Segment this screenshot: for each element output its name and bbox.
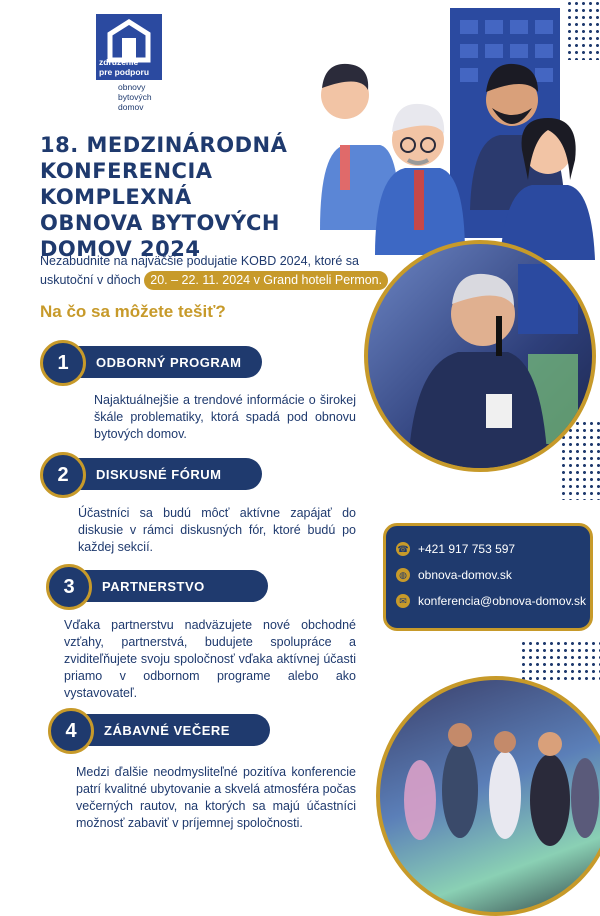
logo-sub-line-3: domov xyxy=(118,102,144,112)
logo-sub-line-1: obnovy xyxy=(118,82,146,92)
title-line-3: OBNOVA BYTOVÝCH xyxy=(40,211,280,235)
item-3-description: Vďaka partnerstvu nadväzujete nové obchodné vzťahy, partnerstvá, budujete spolupráce a zviditeľňujete svoju spoločnosť vďaka aktívnej účasti priamo v odbornom programe alebo ako vystavovateľ. xyxy=(64,618,356,700)
item-4-title: ZÁBAVNÉ VEČERE xyxy=(104,722,230,738)
intro-line-2: uskutoční v dňoch xyxy=(40,273,141,287)
item-3-title: PARTNERSTVO xyxy=(102,578,205,594)
title-line-2: KONFERENCIA KOMPLEXNÁ xyxy=(40,159,213,209)
speaker-photo xyxy=(364,240,596,472)
event-dates-badge: 20. – 22. 11. 2024 v Grand hoteli Permon. xyxy=(144,271,388,290)
party-photo xyxy=(376,676,600,916)
globe-icon: ◍ xyxy=(396,568,410,582)
item-1-number-badge xyxy=(40,340,86,386)
logo-tag-line-1: združenie xyxy=(99,57,139,67)
item-4-number: 4 xyxy=(65,719,77,742)
item-3-number: 3 xyxy=(63,575,75,598)
item-2-number-badge xyxy=(40,452,86,498)
title-line-4: DOMOV 2024 xyxy=(40,237,201,261)
item-1-description: Najaktuálnejšie a trendové informácie o širokej škále problematiky, ktorá spadá pod obnovu bytových domov. xyxy=(94,393,356,441)
item-4-description: Medzi ďalšie neodmysliteľné pozitíva konferencie patrí kvalitné ubytovanie a skvelá atmosféra počas večerných rautov, na ktorých sa majú účastníci možnosť zabaviť v príjemnej spoločnosti. xyxy=(76,765,357,830)
illustration-people xyxy=(300,0,600,260)
logo-subtitle xyxy=(118,82,152,112)
contact-phone[interactable]: +421 917 753 597 xyxy=(418,542,516,556)
logo-tag-line-2: pre podporu xyxy=(99,66,150,77)
people-illustration-icon xyxy=(300,0,600,260)
title-line-1: 18. MEDZINÁRODNÁ xyxy=(40,133,288,157)
intro-text xyxy=(40,252,395,290)
contact-web-row[interactable] xyxy=(396,568,512,582)
item-2-description: Účastníci sa budú môcť aktívne zapájať do diskusie v rámci diskusných fór, ktoré budú po každej sekcií. xyxy=(78,506,356,554)
contact-email-row[interactable] xyxy=(396,594,586,608)
contact-email[interactable]: konferencia@obnova-domov.sk xyxy=(418,594,587,608)
item-2-number: 2 xyxy=(57,463,69,486)
speaker-figure-icon xyxy=(368,244,592,468)
dot-pattern-bottom xyxy=(520,640,600,680)
dancing-people-icon xyxy=(380,680,600,912)
item-1-number: 1 xyxy=(57,351,69,374)
email-icon: ✉ xyxy=(396,594,410,608)
item-3-number-badge xyxy=(46,564,92,610)
item-4-number-badge xyxy=(48,708,94,754)
contact-phone-row[interactable] xyxy=(396,542,515,556)
section-heading: Na čo sa môžete tešiť? xyxy=(40,302,226,321)
phone-icon: ☎ xyxy=(396,542,410,556)
item-1-title: ODBORNÝ PROGRAM xyxy=(96,354,242,370)
logo-tagline xyxy=(96,58,162,77)
contact-box xyxy=(383,523,593,631)
item-2-title: DISKUSNÉ FÓRUM xyxy=(96,466,222,482)
contact-website[interactable]: obnova-domov.sk xyxy=(418,568,512,582)
page-title xyxy=(40,132,340,262)
logo-sub-line-2: bytových xyxy=(118,92,152,102)
intro-line-1: Nezabudnite na najväčšie podujatie KOBD 2024, ktoré sa xyxy=(40,254,359,268)
